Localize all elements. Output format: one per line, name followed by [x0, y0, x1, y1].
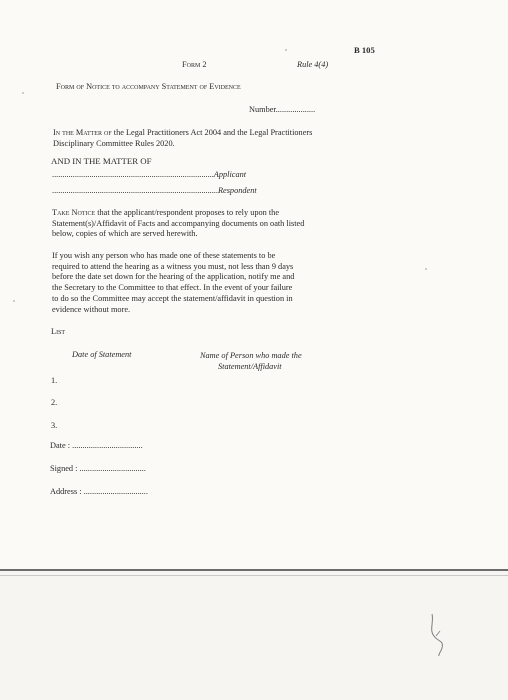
column-date-of-statement: Date of Statement	[72, 350, 132, 359]
number-line: Number...................	[249, 105, 316, 114]
column-name-of-person-2: Statement/Affidavit	[218, 362, 282, 371]
matter-line-2: Disciplinary Committee Rules 2020.	[53, 139, 175, 148]
date-line: Date : ..................................	[50, 441, 143, 450]
notice-line-3: below, copies of which are served herewith.	[52, 229, 198, 239]
notice-prefix: Take Notice	[52, 208, 96, 217]
matter-line-1	[53, 128, 312, 139]
pen-squiggle-mark	[426, 612, 448, 658]
scanner-shadow-line	[0, 575, 508, 576]
and-in-the-matter: AND IN THE MATTER OF	[51, 156, 152, 166]
form-label: Form 2	[182, 60, 207, 69]
witness-line-3: before the date set down for the hearing of the application, notify me and	[52, 272, 295, 282]
applicant-line	[52, 170, 246, 181]
witness-paragraph	[52, 251, 337, 315]
address-line: Address : ...............................	[50, 487, 148, 496]
applicant-label: Applicant	[213, 170, 247, 179]
respondent-dots: ................................................................................	[52, 186, 218, 195]
list-item: 3.	[51, 421, 58, 430]
witness-line-6: evidence without more.	[52, 304, 131, 314]
form-heading: Form of Notice to accompany Statement of Evidence	[56, 82, 241, 91]
witness-line-2: required to attend the hearing as a witness you must, not less than 9 days	[52, 261, 294, 271]
scan-speck	[285, 49, 287, 51]
matter-prefix: In the Matter of	[53, 128, 112, 137]
scan-speck	[425, 268, 427, 270]
matter-text: the Legal Practitioners Act 2004 and the Legal Practitioners	[111, 128, 313, 137]
scan-speck	[13, 300, 15, 302]
witness-line-5: to do so the Committee may accept the statement/affidavit in question in	[52, 293, 293, 303]
respondent-line	[52, 186, 257, 197]
scan-speck	[22, 92, 24, 94]
witness-line-1: If you wish any person who has made one of these statements to be	[52, 251, 276, 260]
respondent-label: Respondent	[217, 186, 257, 195]
list-item: 2.	[51, 398, 58, 407]
page-bottom-edge	[0, 569, 508, 571]
notice-text-1: that the applicant/respondent proposes to rely upon the	[95, 208, 280, 217]
column-name-of-person-1: Name of Person who made the	[200, 351, 302, 360]
notice-line-2: Statement(s)/Affidavit of Facts and accompanying documents on oath listed	[52, 218, 305, 228]
signed-line: Signed : ................................	[50, 464, 146, 473]
notice-line-1	[52, 208, 337, 219]
page-code: B 105	[354, 45, 375, 55]
rule-reference: Rule 4(4)	[297, 60, 329, 69]
list-item: 1.	[51, 376, 58, 385]
applicant-dots: ..............................................................................	[52, 170, 214, 179]
witness-line-4: the Secretary to the Committee to that effect. In the event of your failure	[52, 283, 293, 293]
notice-paragraph	[52, 208, 337, 240]
list-label: List	[51, 327, 66, 336]
